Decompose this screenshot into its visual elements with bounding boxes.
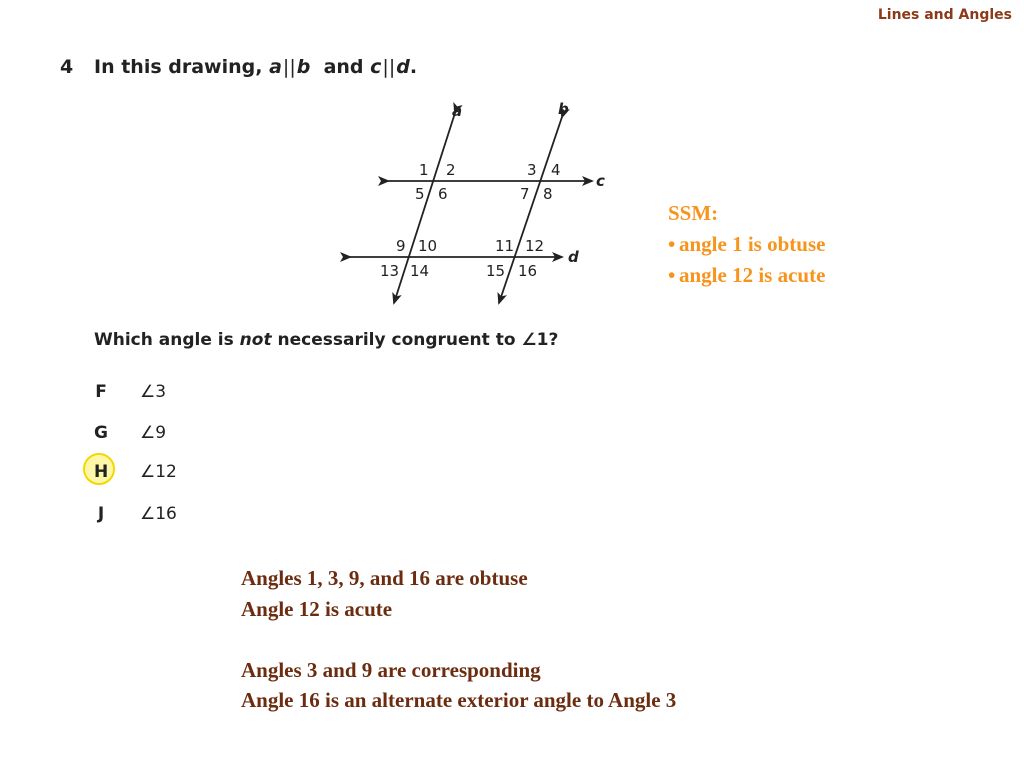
angle-label-7: 7 — [520, 185, 530, 203]
question-end: . — [409, 56, 418, 78]
explanation-notes — [241, 563, 676, 716]
line-b-label: b — [558, 100, 569, 118]
choice-letter: G — [94, 423, 108, 443]
angle-label-15: 15 — [486, 262, 506, 280]
note-line: Angle 12 is acute — [241, 596, 393, 621]
choice-answer: ∠3 — [140, 382, 167, 402]
choice-answer: ∠9 — [140, 423, 167, 443]
choice-letter: J — [97, 504, 105, 524]
note-spacer — [241, 624, 676, 655]
angle-label-16: 16 — [518, 262, 538, 280]
parallel-lines-figure — [340, 95, 630, 315]
choice-answer: ∠16 — [140, 504, 177, 524]
prompt-emphasis: not — [239, 330, 272, 350]
line-d-label: d — [568, 248, 579, 266]
choice-letter: F — [95, 382, 107, 402]
question-conjunction: and — [323, 56, 364, 78]
ssm-bullet-text: angle 1 is obtuse — [679, 232, 826, 256]
angle-label-14: 14 — [410, 262, 430, 280]
line-c-name: c — [370, 56, 382, 78]
line-a-name: a — [269, 56, 282, 78]
angle-label-11: 11 — [495, 237, 515, 255]
ssm-bullet — [668, 229, 825, 260]
angle-label-2: 2 — [446, 161, 456, 179]
angle-label-13: 13 — [380, 262, 400, 280]
bullet-icon: • — [668, 232, 676, 256]
angle-label-12: 12 — [525, 237, 545, 255]
angle-label-8: 8 — [543, 185, 553, 203]
note-line: Angles 1, 3, 9, and 16 are obtuse — [241, 566, 528, 590]
line-a-label: a — [452, 102, 463, 120]
parallel-symbol: || — [382, 56, 396, 78]
angle-label-5: 5 — [415, 185, 425, 203]
question-number: 4 — [60, 56, 74, 78]
prompt-after: necessarily congruent to ∠1? — [277, 330, 559, 350]
question-intro: In this drawing, — [94, 56, 263, 78]
line-c-label: c — [596, 172, 605, 190]
angle-label-6: 6 — [438, 185, 448, 203]
angle-label-9: 9 — [396, 237, 406, 255]
line-b-name: b — [296, 56, 311, 78]
note-line: Angles 3 and 9 are corresponding — [241, 657, 541, 682]
angle-label-4: 4 — [551, 161, 561, 179]
choice-letter: H — [94, 462, 109, 482]
ssm-bullet — [668, 260, 825, 291]
parallel-symbol: || — [282, 56, 296, 78]
angle-label-3: 3 — [527, 161, 537, 179]
ssm-heading: SSM: — [668, 201, 719, 225]
bullet-icon: • — [668, 263, 676, 287]
angle-label-1: 1 — [419, 161, 429, 179]
note-line: Angle 16 is an alternate exterior angle to Angle 3 — [241, 688, 677, 712]
slide-title: Lines and Angles — [877, 7, 1012, 23]
question-prompt — [94, 330, 558, 350]
ssm-bullet-text: angle 12 is acute — [679, 263, 826, 287]
ssm-note — [668, 198, 825, 291]
choice-answer: ∠12 — [140, 462, 177, 482]
line-d-name: d — [396, 56, 410, 78]
prompt-before: Which angle is — [94, 330, 234, 350]
angle-label-10: 10 — [418, 237, 438, 255]
question-statement — [94, 56, 417, 78]
